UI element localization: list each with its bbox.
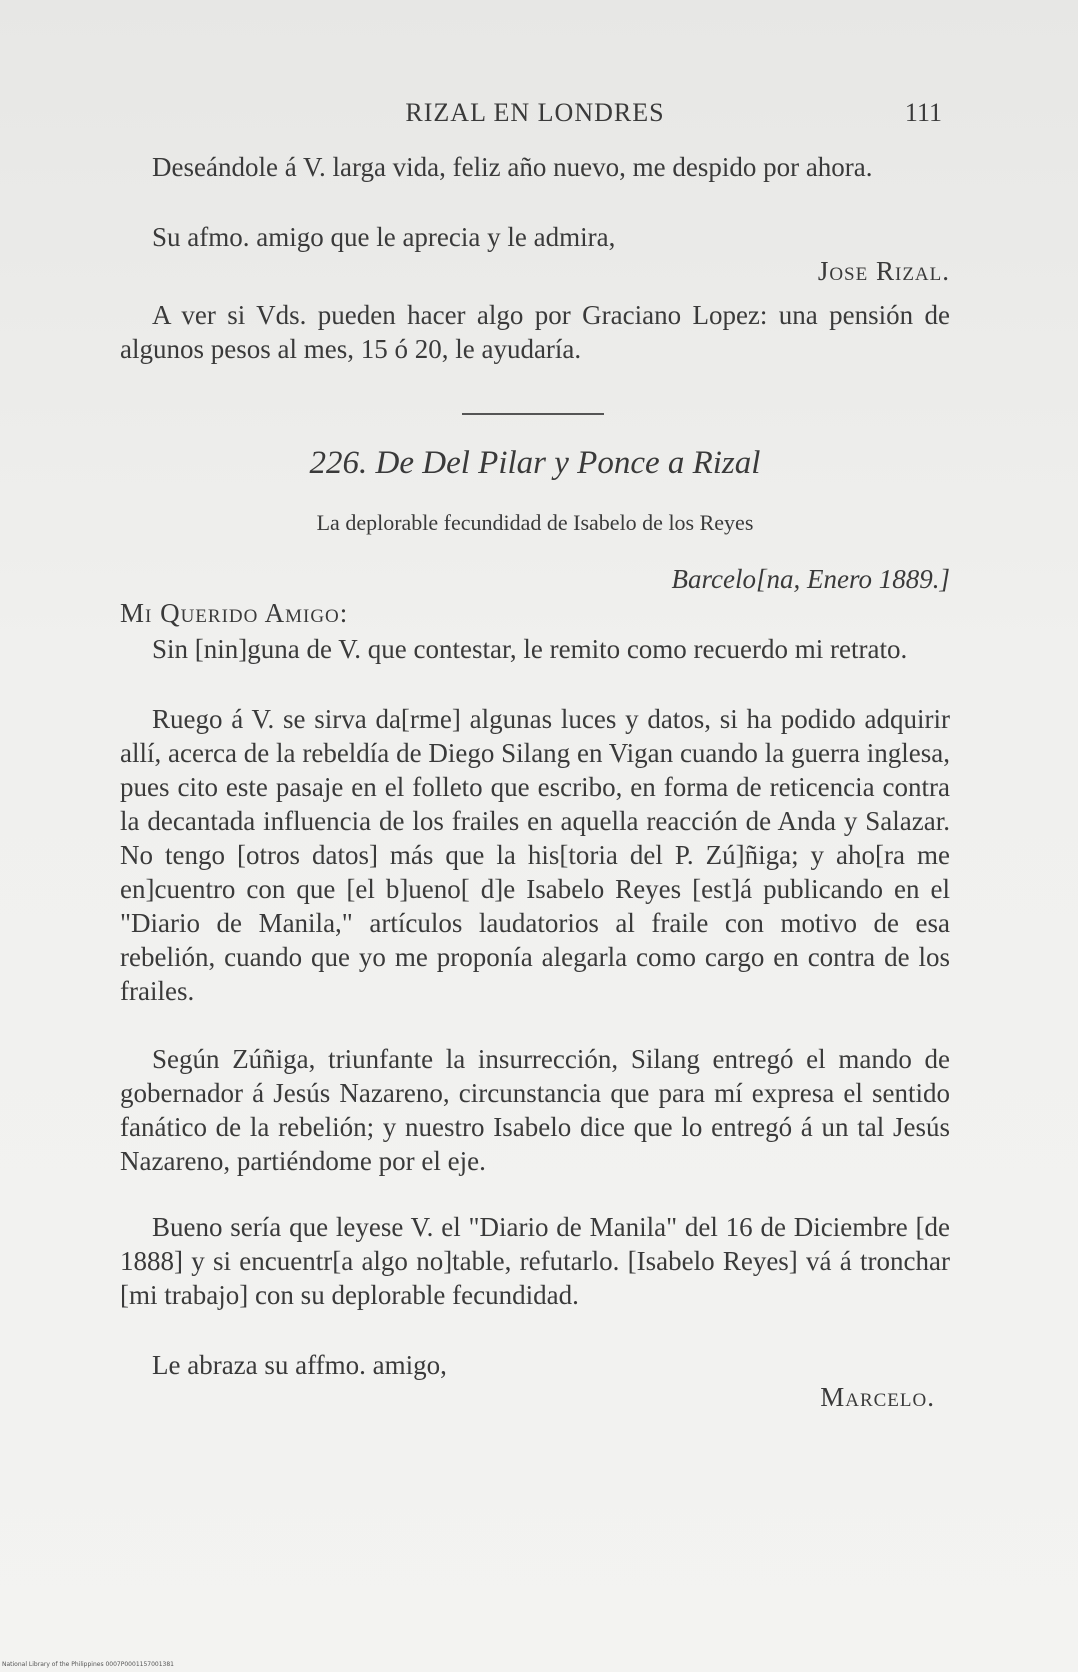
letter-closing: Le abraza su affmo. amigo, [152,1350,447,1380]
footer-stamp: National Library of the Philippines 0007P0001157001381 [2,1661,174,1668]
letter-title: 226. De Del Pilar y Ponce a Rizal [309,445,761,481]
running-title: RIZAL EN LONDRES [405,98,665,127]
prev-letter-signature: Jose Rizal. [817,256,950,286]
letter-paragraph-2: Ruego á V. se sirva da[rme] algunas luces y datos, si ha podido adquirir allí, acerca de la rebeldía de Diego Silang en Vigan cuando la guerra inglesa, pues cito este pasaje en el folleto que escribo, en forma de reticencia contra la decantada influencia de los frailes en aquella reacción de Anda y Salazar. No tengo [otros datos] más que la his[toria del P. Zú]ñiga; y aho[ra me en]cuentro con que [el b]ueno[ d]e Isabelo Reyes [est]á publicando en el "Diario de Manila," artículos laudatorios al fraile con motivo de esa rebelión, cuando que yo me proponía alegarla como cargo en contra de los frailes. [120,704,950,1006]
section-divider [462,413,604,415]
letter-paragraph-4: Bueno sería que leyese V. el "Diario de Manila" del 16 de Diciembre [de 1888] y si encuentr[a algo no]table, refutarlo. [Isabelo Reyes] vá á tronchar [mi trabajo] con su deplorable fecundidad. [120,1212,950,1310]
letter-paragraph-3: Según Zúñiga, triunfante la insurrección, Silang entregó el mando de gobernador á Jesús Nazareno, circunstancia que para mí expresa el sentido fanático de la rebelión; y nuestro Isabelo dice que lo entregó á un tal Jesús Nazareno, partiéndome por el eje. [120,1044,950,1176]
prev-letter-paragraph-1: Deseándole á V. larga vida, feliz año nuevo, me despido por ahora. [152,152,873,182]
letter-signature: Marcelo. [820,1382,935,1412]
letter-subtitle: La deplorable fecundidad de Isabelo de los Reyes [316,510,754,535]
prev-letter-paragraph-2: Su afmo. amigo que le aprecia y le admira, [152,222,616,252]
page-header [120,98,950,138]
letter-salutation: Mi Querido Amigo: [120,598,349,628]
letter-paragraph-1: Sin [nin]guna de V. que contestar, le remito como recuerdo mi retrato. [152,634,908,664]
prev-letter-postscript: A ver si Vds. pueden hacer algo por Graciano Lopez: una pensión de algunos pesos al mes, 15 ó 20, le ayudaría. [120,300,950,364]
page-number: 111 [904,98,942,127]
letter-date: Barcelo[na, Enero 1889.] [671,564,950,594]
